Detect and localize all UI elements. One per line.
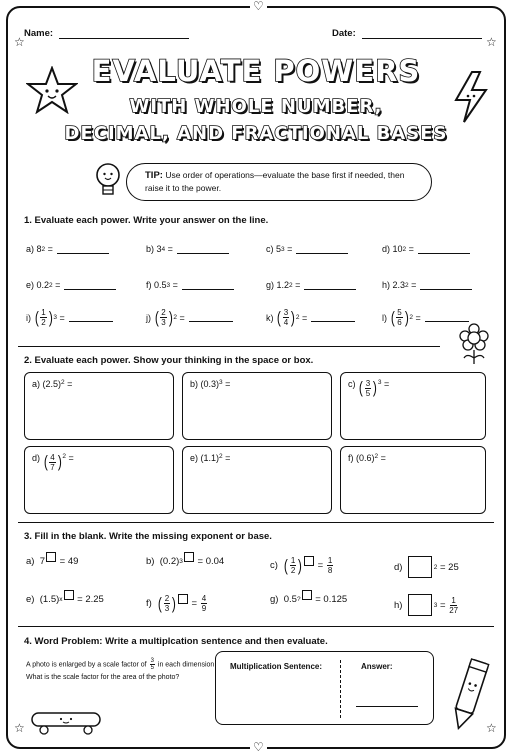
- word-problem-text: A photo is enlarged by a scale factor of $\frac{3}{5}$ in each dimension. What is the scale factor for the area of the photo?: [26, 658, 217, 682]
- item-label: j): [146, 312, 151, 323]
- item-label: a): [26, 244, 35, 254]
- pencil-icon: [448, 656, 490, 736]
- item-label: h): [382, 280, 391, 290]
- q3-item: a) 7 = 49: [26, 556, 78, 567]
- name-label: Name:: [24, 28, 54, 39]
- q3-item: c) ( $\frac{1}{2}$ ) = $\frac{1}{8}$: [270, 556, 333, 575]
- multiplication-sentence-label: Multiplication Sentence:: [230, 662, 323, 671]
- question-4-heading: 4. Word Problem: Write a multiplcation sentence and then evaluate.: [24, 636, 328, 647]
- blank-box[interactable]: [64, 590, 74, 600]
- item-label: g): [270, 594, 279, 605]
- section-divider: [18, 346, 440, 347]
- fraction: $\frac{5}{6}$: [397, 308, 402, 327]
- fraction: $\frac{1}{2}$: [290, 556, 296, 575]
- answer-line[interactable]: [182, 281, 234, 290]
- scale-factor-fraction: $\frac{3}{5}$: [150, 658, 154, 671]
- title-line-1: EVALUATE POWERS: [91, 54, 421, 88]
- item-label: d): [382, 244, 391, 254]
- answer-line[interactable]: [177, 245, 229, 254]
- q1-item: c) 5 3 =: [266, 244, 348, 254]
- q1-item: g) 1.2 2 =: [266, 280, 356, 290]
- q1-item: h) 2.3 2 =: [382, 280, 472, 290]
- answer-line[interactable]: [296, 245, 348, 254]
- fraction: $\frac{1}{27}$: [449, 595, 459, 615]
- heart-icon: ♡: [250, 741, 267, 753]
- q1-item: e) 0.2 2 =: [26, 280, 116, 290]
- fraction: $\frac{4}{9}$: [201, 594, 207, 613]
- title-line-3: DECIMAL, AND FRACTIONAL BASES: [64, 123, 448, 144]
- blank-box[interactable]: [408, 594, 432, 616]
- question-1-heading: 1. Evaluate each power. Write your answer on the line.: [24, 215, 269, 226]
- question-2-heading: 2. Evaluate each power. Show your thinking in the space or box.: [24, 355, 314, 366]
- blank-box[interactable]: [178, 594, 188, 604]
- star-icon: ☆: [14, 35, 25, 49]
- answer-line[interactable]: [304, 281, 356, 290]
- work-box[interactable]: a) (2.5) 2 =: [24, 372, 174, 440]
- lightning-bolt-icon: [450, 70, 492, 124]
- q3-item: f) ( $\frac{2}{3}$ ) = $\frac{4}{9}$: [146, 594, 207, 613]
- blank-box[interactable]: [304, 556, 314, 566]
- answer-line[interactable]: [420, 281, 472, 290]
- item-label: a): [32, 379, 41, 389]
- q1-item: l) ( $\frac{5}{6}$ ) 2 =: [382, 308, 469, 327]
- item-label: b): [146, 244, 155, 254]
- q1-item: d) 10 2 =: [382, 244, 470, 254]
- q1-item: f) 0.5 3 =: [146, 280, 234, 290]
- blank-box[interactable]: [46, 552, 56, 562]
- fraction: $\frac{2}{3}$: [164, 594, 170, 613]
- date-field[interactable]: [332, 28, 482, 39]
- item-label: h): [394, 599, 403, 611]
- tip-label: TIP:: [145, 170, 163, 181]
- answer-line[interactable]: [69, 313, 113, 322]
- fraction: $\frac{3}{5}$: [365, 379, 371, 398]
- flower-icon: [454, 322, 494, 366]
- blank-box[interactable]: [184, 552, 194, 562]
- fraction: $\frac{1}{8}$: [327, 556, 333, 575]
- answer-line[interactable]: [311, 313, 355, 322]
- answer-line[interactable]: [57, 245, 109, 254]
- star-icon: ☆: [486, 35, 497, 49]
- answer-line[interactable]: [189, 313, 233, 322]
- item-label: c): [266, 244, 274, 254]
- fraction: $\frac{2}{3}$: [161, 308, 166, 327]
- heart-icon: ♡: [250, 0, 267, 12]
- work-box[interactable]: b) (0.3) 3 =: [182, 372, 332, 440]
- q1-item: k) ( $\frac{3}{4}$ ) 2 =: [266, 308, 355, 327]
- star-icon: ☆: [486, 721, 497, 735]
- q1-item: j) ( $\frac{2}{3}$ ) 2 =: [146, 308, 233, 327]
- fraction: $\frac{1}{2}$: [41, 308, 46, 327]
- q1-item: a) 8 2 =: [26, 244, 109, 254]
- fraction: $\frac{4}{7}$: [50, 453, 55, 472]
- item-label: f): [348, 453, 354, 463]
- q3-item: h) 3 = $\frac{1}{27}$: [394, 595, 459, 615]
- question-3-heading: 3. Fill in the blank. Write the missing exponent or base.: [24, 531, 272, 542]
- lightbulb-icon: [93, 160, 123, 204]
- q3-item: e) (1.5) x = 2.25: [26, 594, 104, 605]
- date-label: Date:: [332, 28, 356, 39]
- item-label: l): [382, 312, 387, 323]
- section-divider: [18, 626, 494, 627]
- item-label: g): [266, 280, 275, 290]
- q3-item: d) 2 = 25: [394, 556, 459, 578]
- item-label: d): [394, 561, 403, 573]
- tip-box: [126, 163, 432, 201]
- q3-item: b) (0.2) 3 = 0.04: [146, 556, 224, 567]
- work-box[interactable]: e) (1.1) 2 =: [182, 446, 332, 514]
- q1-item: b) 3 4 =: [146, 244, 229, 254]
- item-label: e): [190, 453, 199, 463]
- answer-box[interactable]: [215, 651, 434, 725]
- work-box[interactable]: c) ( $\frac{3}{5}$ ) $^3$ =: [340, 372, 486, 440]
- item-label: a): [26, 556, 35, 567]
- star-icon: ☆: [14, 721, 25, 735]
- blank-box[interactable]: [408, 556, 432, 578]
- item-label: f): [146, 280, 152, 290]
- q3-item: g) 0.5 ? = 0.125: [270, 594, 347, 605]
- fraction: $\frac{3}{4}$: [283, 308, 289, 327]
- skateboard-icon: [30, 710, 102, 736]
- section-divider: [18, 522, 494, 523]
- title-line-2: WITH WHOLE NUMBER,: [129, 96, 383, 117]
- q1-item: i) ( $\frac{1}{2}$ ) 3 =: [26, 308, 113, 327]
- item-label: b): [190, 379, 199, 389]
- item-label: k): [266, 312, 274, 323]
- tip-text: Use order of operations—evaluate the base first if needed, then raise it to the power.: [145, 170, 405, 193]
- work-box[interactable]: f) (0.6) 2 =: [340, 446, 486, 514]
- item-label: e): [26, 280, 35, 290]
- work-box[interactable]: d) ( $\frac{4}{7}$ ) $^2$ =: [24, 446, 174, 514]
- answer-label: Answer:: [361, 662, 393, 671]
- item-label: c): [270, 560, 278, 571]
- answer-line[interactable]: [418, 245, 470, 254]
- name-field[interactable]: [24, 28, 189, 39]
- answer-line[interactable]: [356, 706, 418, 707]
- item-label: e): [26, 594, 35, 605]
- answer-line[interactable]: [64, 281, 116, 290]
- item-label: i): [26, 312, 31, 323]
- answer-line[interactable]: [425, 313, 469, 322]
- item-label: c): [348, 379, 356, 389]
- item-label: d): [32, 453, 41, 463]
- blank-box[interactable]: [302, 590, 312, 600]
- item-label: f): [146, 598, 152, 609]
- item-label: b): [146, 556, 155, 567]
